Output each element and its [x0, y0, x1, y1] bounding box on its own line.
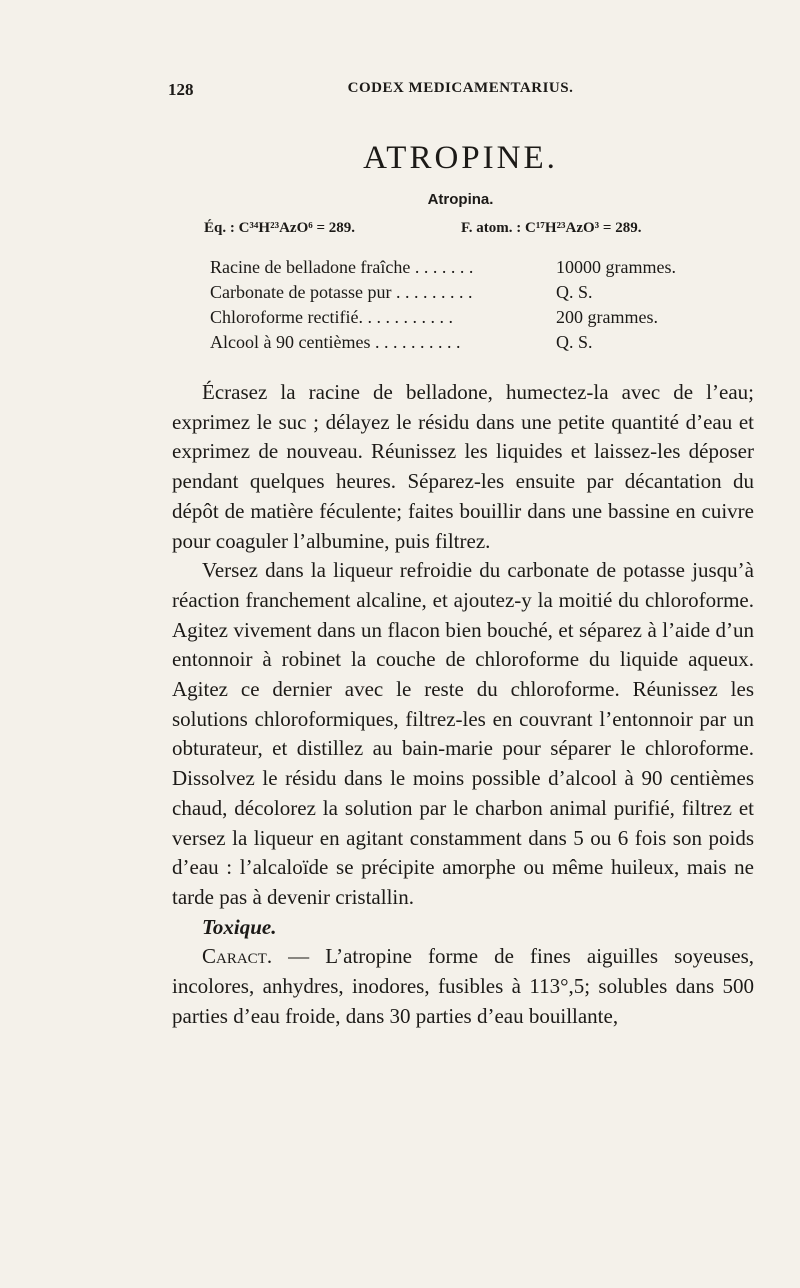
body-text	[172, 378, 754, 1031]
ingredient-quantity: 10000 grammes.	[556, 257, 676, 277]
ingredient-name: Carbonate de potasse pur . . . . . . . . .	[210, 282, 473, 302]
ingredient-quantity: Q. S.	[556, 332, 593, 352]
ingredient-quantity: Q. S.	[556, 282, 593, 302]
latin-subtitle: Atropina.	[427, 191, 494, 208]
chemical-formula	[204, 220, 724, 237]
running-title: CODEX MEDICAMENTARIUS.	[347, 80, 574, 96]
characteristics-text: — L’atropine forme de fines aiguilles soyeuses, incolores, anhydres, inodores, fusibles à 113°,5; solubles dans 500 parties d’eau froide, dans 30 parties d’eau bouillante,	[172, 944, 754, 1028]
ingredient-name: Chloroforme rectifié. . . . . . . . . . .	[210, 307, 453, 327]
atomic-formula: F. atom. : C¹⁷H²³AzO³ = 289.	[461, 220, 642, 236]
ingredient-row	[210, 257, 730, 282]
characteristics-label: Caract.	[202, 944, 273, 969]
ingredient-row	[210, 332, 730, 357]
ingredient-name: Racine de belladone fraîche . . . . . . .	[210, 257, 474, 277]
preparation-paragraph-1: Écrasez la racine de belladone, humectez-la avec de l’eau; exprimez le suc ; délayez le résidu dans une petite quantité d’eau et exprimez de nouveau. Réunissez les liquides et laissez-les déposer pendant quelques heures. Séparez-les ensuite par décantation du dépôt de matière féculente; faites bouillir dans une bassine en cuivre pour coaguler l’albumine, puis filtrez.	[172, 380, 754, 553]
page-number: 128	[168, 80, 194, 99]
toxic-label: Toxique.	[202, 914, 277, 939]
ingredients-list	[210, 257, 730, 357]
ingredient-row	[210, 282, 730, 307]
preparation-paragraph-2: Versez dans la liqueur refroidie du carbonate de potasse jusqu’à réaction franchement alcaline, et ajoutez-y la moitié du chloroforme. Agitez vivement dans un flacon bien bouché, et séparez à l’aide d’un entonnoir à robinet la couche de chloroforme du liquide aqueux. Agitez ce dernier avec le reste du chloroforme. Réunissez les solutions chloroformiques, filtrez-les en couvrant l’entonnoir par un obturateur, et distillez au bain-marie pour séparer le chloroforme. Dissolvez le résidu dans le moins possible d’alcool à 90 centièmes chaud, décolorez la solution par le charbon animal purifié, filtrez et versez la liqueur en agitant constamment dans 5 ou 6 fois son poids d’eau : l’alcaloïde se précipite amorphe ou même huileux, mais ne tarde pas à devenir cristallin.	[172, 558, 754, 909]
ingredient-quantity: 200 grammes.	[556, 307, 658, 327]
ingredient-row	[210, 307, 730, 332]
equivalent-formula: Éq. : C³⁴H²³AzO⁶ = 289.	[204, 220, 356, 236]
section-title: ATROPINE.	[363, 140, 558, 176]
characteristics-paragraph	[172, 942, 754, 1031]
ingredient-name: Alcool à 90 centièmes . . . . . . . . . .	[210, 332, 461, 352]
page-header	[168, 80, 753, 104]
